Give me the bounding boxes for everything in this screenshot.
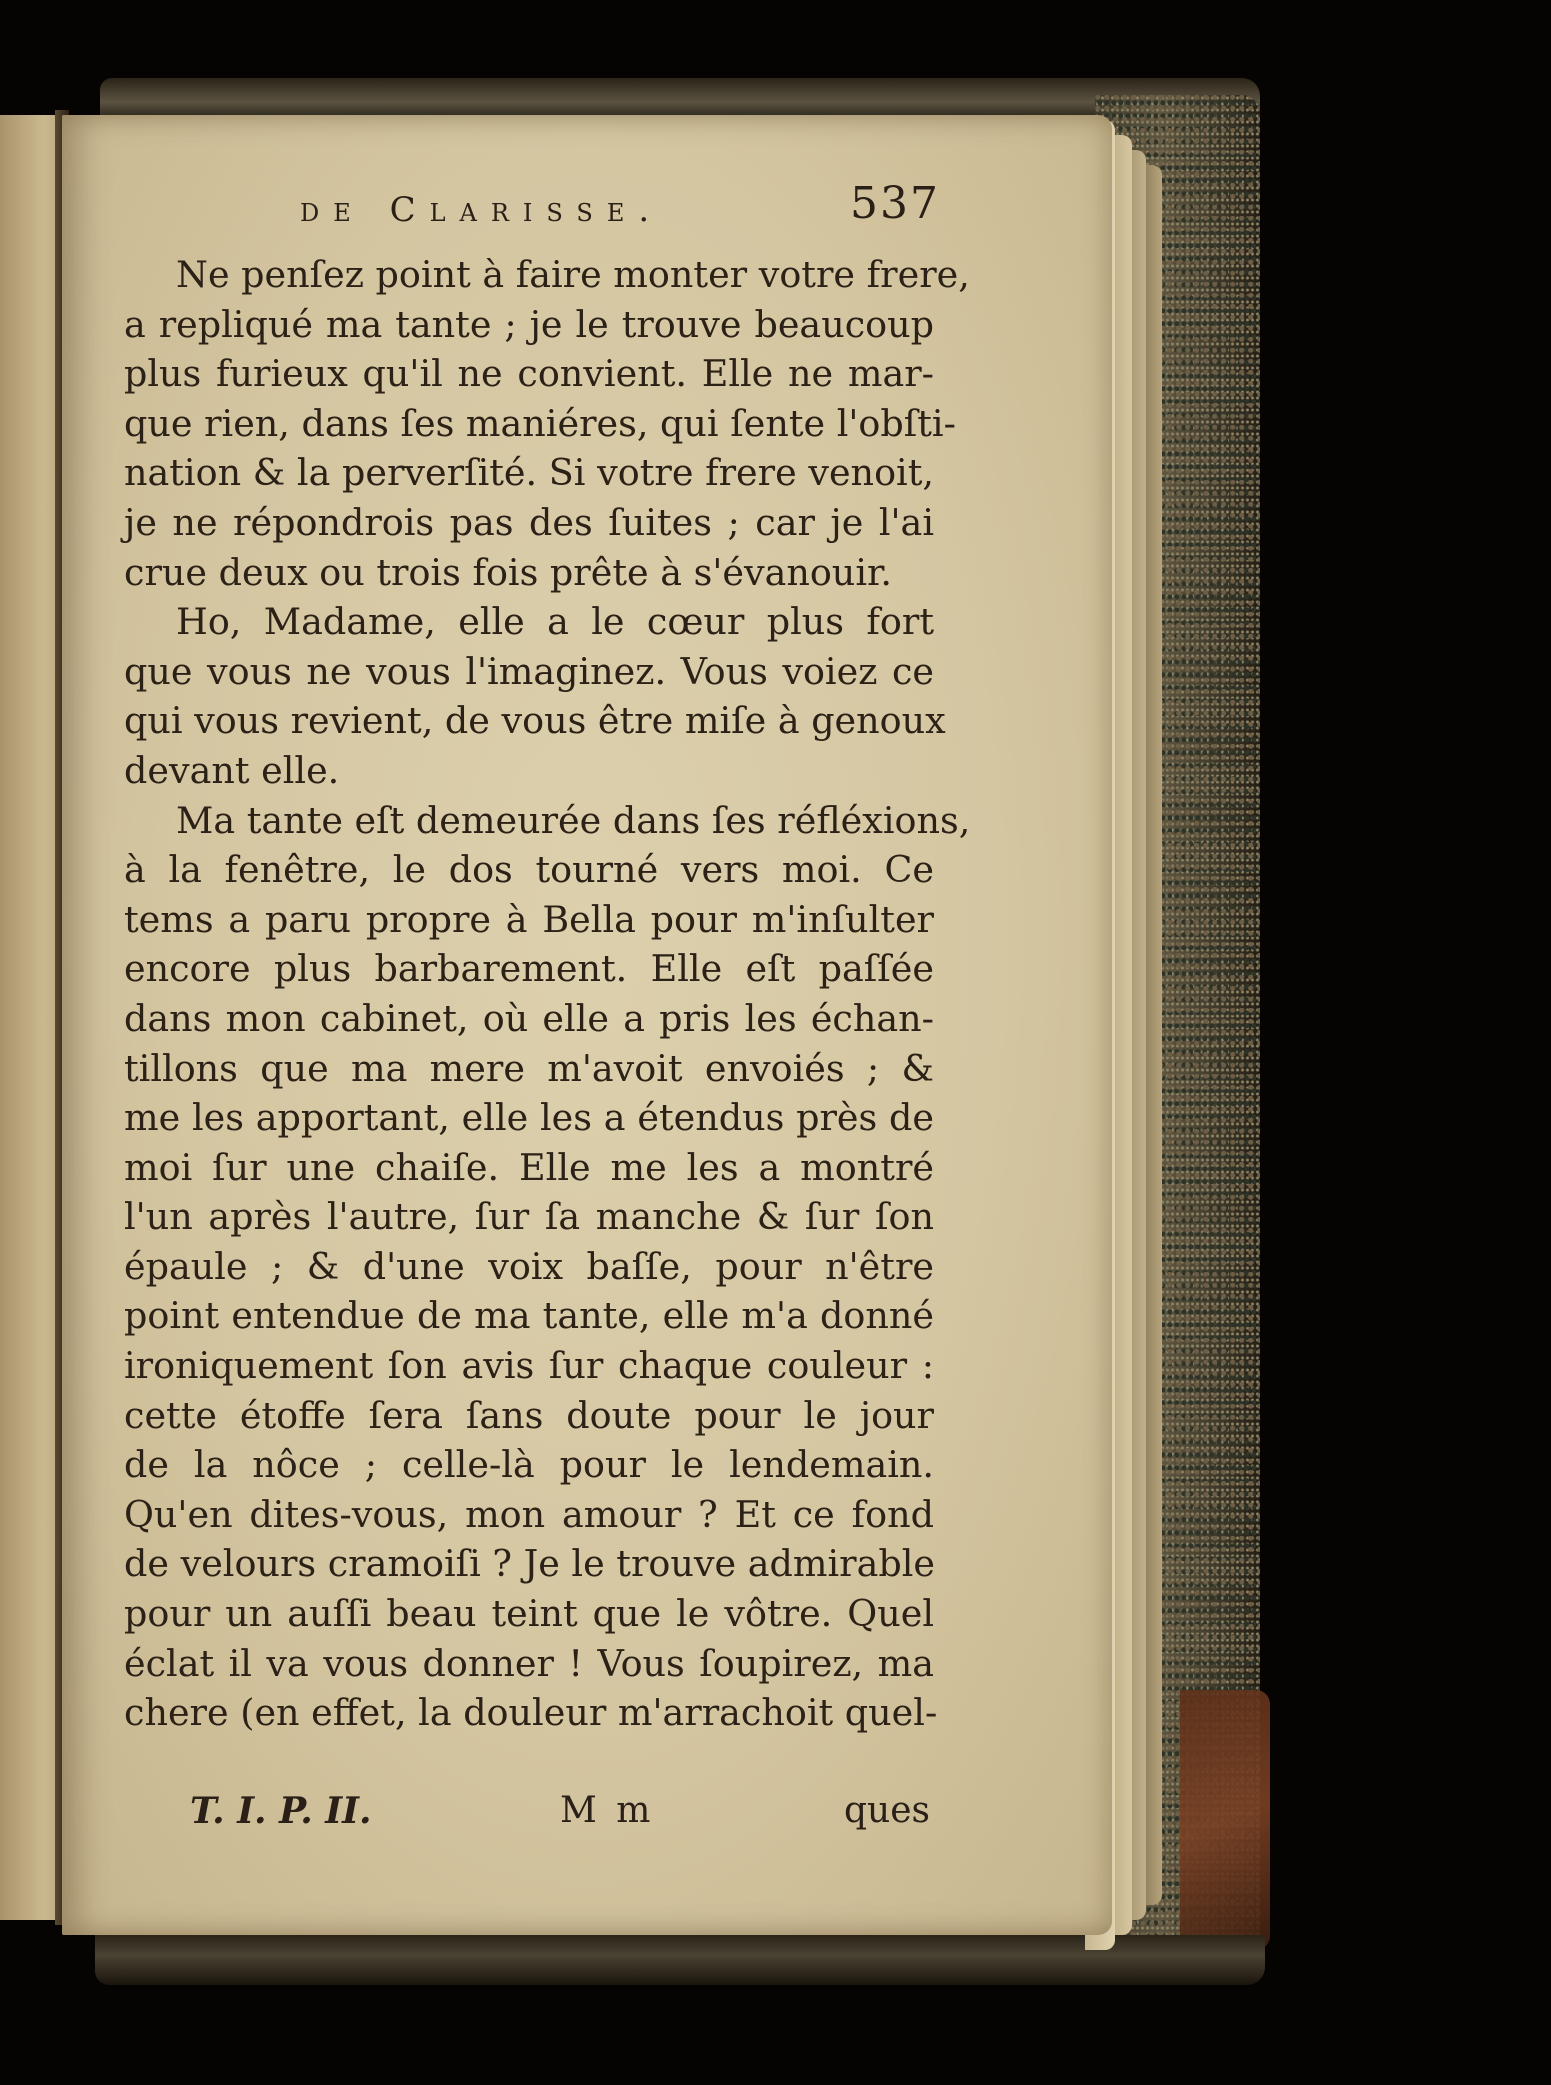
catchword: ques bbox=[843, 1790, 930, 1831]
page-header bbox=[300, 178, 940, 248]
text-line: tems a paru propre à Bella pour m'inſulter bbox=[124, 897, 934, 941]
text-line: cette étoffe ſera ſans doute pour le jour bbox=[124, 1393, 934, 1437]
text-line: pour un auſſi beau teint que le vôtre. Quel bbox=[124, 1592, 934, 1636]
text-line: me les apportant, elle les a étendus près de bbox=[124, 1096, 934, 1140]
page-footer bbox=[190, 1790, 930, 1850]
page-number: 537 bbox=[850, 178, 940, 229]
text-line: Ne penſez point à faire monter votre frere, bbox=[176, 253, 970, 296]
running-title: de Clarisse. bbox=[300, 190, 664, 230]
text-line: Qu'en dites-vous, mon amour ? Et ce fond bbox=[124, 1492, 934, 1536]
text-line: tillons que ma mere m'avoit envoiés ; & bbox=[124, 1046, 934, 1090]
text-line: qui vous revient, de vous être miſe à genoux bbox=[124, 699, 946, 743]
text-line: épaule ; & d'une voix baſſe, pour n'être bbox=[124, 1244, 934, 1288]
text-line: plus furieux qu'il ne convient. Elle ne mar- bbox=[124, 352, 934, 396]
text-line: à la fenêtre, le dos tourné vers moi. Ce bbox=[124, 848, 934, 892]
cover-top-edge bbox=[100, 78, 1260, 118]
text-line: que vous ne vous l'imaginez. Vous voiez ce bbox=[124, 649, 934, 693]
text-line: a repliqué ma tante ; je le trouve beaucoup bbox=[124, 302, 934, 346]
text-line: l'un après l'autre, ſur ſa manche & ſur ſon bbox=[124, 1195, 934, 1239]
text-line: ironiquement ſon avis ſur chaque couleur : bbox=[124, 1344, 934, 1388]
text-line: point entendue de ma tante, elle m'a donné bbox=[124, 1294, 934, 1338]
text-line: je ne répondrois pas des ſuites ; car je l'ai bbox=[124, 500, 934, 544]
gathering-mark: M m bbox=[560, 1790, 655, 1831]
text-line: encore plus barbarement. Elle eſt paſſée bbox=[124, 947, 934, 991]
text-line: dans mon cabinet, où elle a pris les échan- bbox=[124, 996, 934, 1040]
body-text bbox=[124, 250, 971, 1738]
text-line: crue deux ou trois fois prête à s'évanouir. bbox=[124, 550, 893, 594]
text-line: moi ſur une chaiſe. Elle me les a montré bbox=[124, 1145, 934, 1189]
text-line: chere (en effet, la douleur m'arrachoit quel- bbox=[124, 1691, 938, 1735]
text-line: de velours cramoiſi ? Je le trouve admirable bbox=[124, 1542, 935, 1586]
text-line: devant elle. bbox=[124, 748, 340, 792]
text-line: Ho, Madame, elle a le cœur plus fort bbox=[176, 600, 934, 644]
text-line: que rien, dans ſes maniéres, qui ſente l'obſti- bbox=[124, 401, 956, 445]
text-line: Ma tante eſt demeurée dans ſes réfléxions, bbox=[176, 798, 971, 842]
text-line: de la nôce ; celle-là pour le lendemain. bbox=[124, 1443, 934, 1487]
leather-corner bbox=[1180, 1690, 1270, 1950]
text-line: éclat il va vous donner ! Vous ſoupirez, ma bbox=[124, 1641, 934, 1685]
volume-signature: T. I. P. II. bbox=[190, 1790, 372, 1832]
facing-page-edge bbox=[0, 115, 62, 1920]
text-line: nation & la perverſité. Si votre frere venoit, bbox=[124, 451, 934, 495]
